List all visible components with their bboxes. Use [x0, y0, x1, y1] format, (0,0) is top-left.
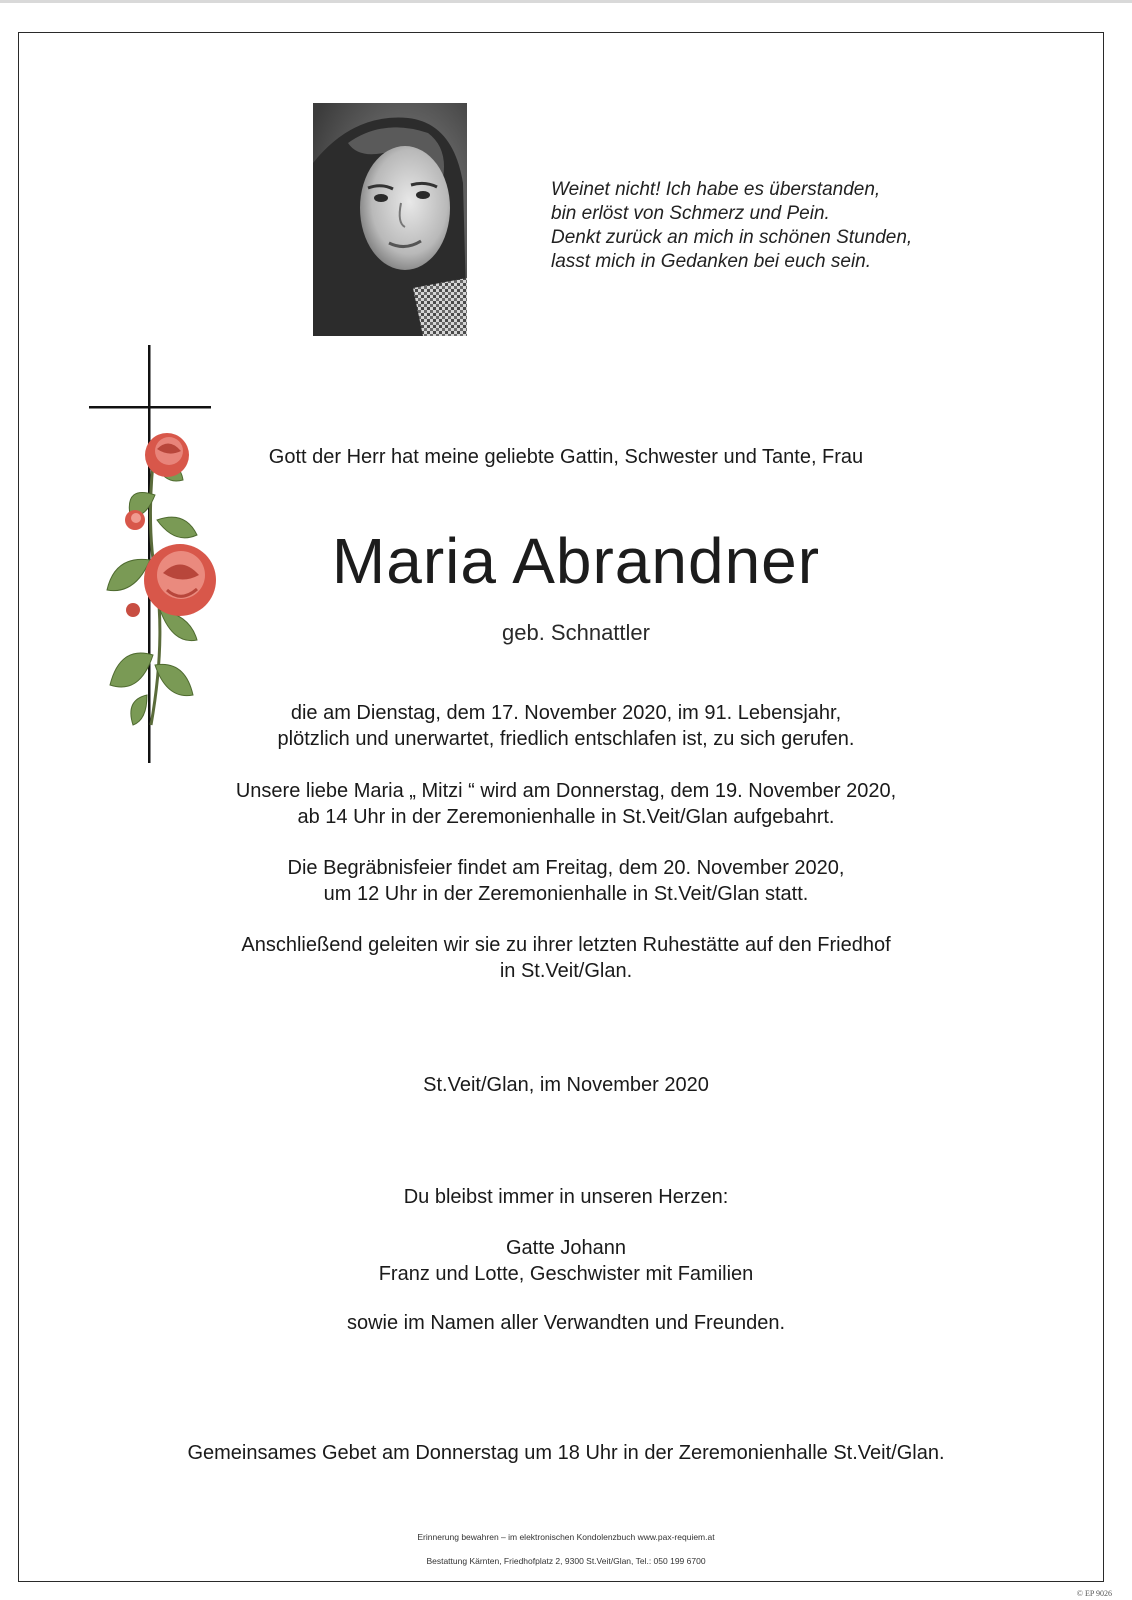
- burial-line: in St.Veit/Glan.: [499, 960, 633, 982]
- passing-line: die am Dienstag, dem 17. November 2020, im 91. Lebensjahr,: [290, 702, 842, 724]
- passing-line: plötzlich und unerwartet, friedlich entschlafen ist, zu sich gerufen.: [277, 728, 855, 750]
- poem: [551, 178, 912, 274]
- mourner-line: Gatte Johann: [505, 1237, 627, 1259]
- footer-undertaker: Bestattung Kärnten, Friedhofplatz 2, 9300 St.Veit/Glan, Tel.: 050 199 6700: [426, 1556, 706, 1566]
- intro-text: Gott der Herr hat meine geliebte Gattin, Schwester und Tante, Frau: [268, 446, 864, 468]
- hearts-line: Du bleibst immer in unseren Herzen:: [403, 1186, 729, 1208]
- passing-paragraph: [0, 700, 1132, 752]
- portrait-photo: [313, 103, 467, 336]
- mourners-list: [0, 1235, 1132, 1287]
- prayer-line: Gemeinsames Gebet am Donnerstag um 18 Uhr in der Zeremonienhalle St.Veit/Glan.: [187, 1442, 945, 1464]
- funeral-paragraph: [0, 855, 1132, 907]
- print-code: © EP 9026: [1076, 1589, 1112, 1598]
- birth-name: geb. Schnattler: [502, 620, 650, 645]
- burial-line: Anschließend geleiten wir sie zu ihrer letzten Ruhestätte auf den Friedhof: [241, 934, 891, 956]
- poem-line: Denkt zurück an mich in schönen Stunden,: [551, 227, 913, 248]
- burial-paragraph: [0, 932, 1132, 984]
- funeral-line: um 12 Uhr in der Zeremonienhalle in St.Veit/Glan statt.: [323, 883, 809, 905]
- viewing-line: ab 14 Uhr in der Zeremonienhalle in St.Veit/Glan aufgebahrt.: [297, 806, 835, 828]
- funeral-line: Die Begräbnisfeier findet am Freitag, dem 20. November 2020,: [287, 857, 845, 879]
- place-date: St.Veit/Glan, im November 2020: [423, 1074, 709, 1096]
- footer-condolence: Erinnerung bewahren – im elektronischen Kondolenzbuch www.pax-requiem.at: [417, 1532, 715, 1542]
- poem-line: lasst mich in Gedanken bei euch sein.: [551, 251, 872, 272]
- poem-line: Weinet nicht! Ich habe es überstanden,: [551, 179, 881, 200]
- mourner-line: Franz und Lotte, Geschwister mit Familien: [378, 1263, 754, 1285]
- poem-line: bin erlöst von Schmerz und Pein.: [551, 203, 830, 224]
- deceased-name: Maria Abrandner: [331, 525, 821, 597]
- viewing-paragraph: [0, 778, 1132, 830]
- relatives-line: sowie im Namen aller Verwandten und Freunden.: [346, 1312, 786, 1334]
- viewing-line: Unsere liebe Maria „ Mitzi “ wird am Donnerstag, dem 19. November 2020,: [235, 780, 897, 802]
- scan-edge: [0, 0, 1132, 3]
